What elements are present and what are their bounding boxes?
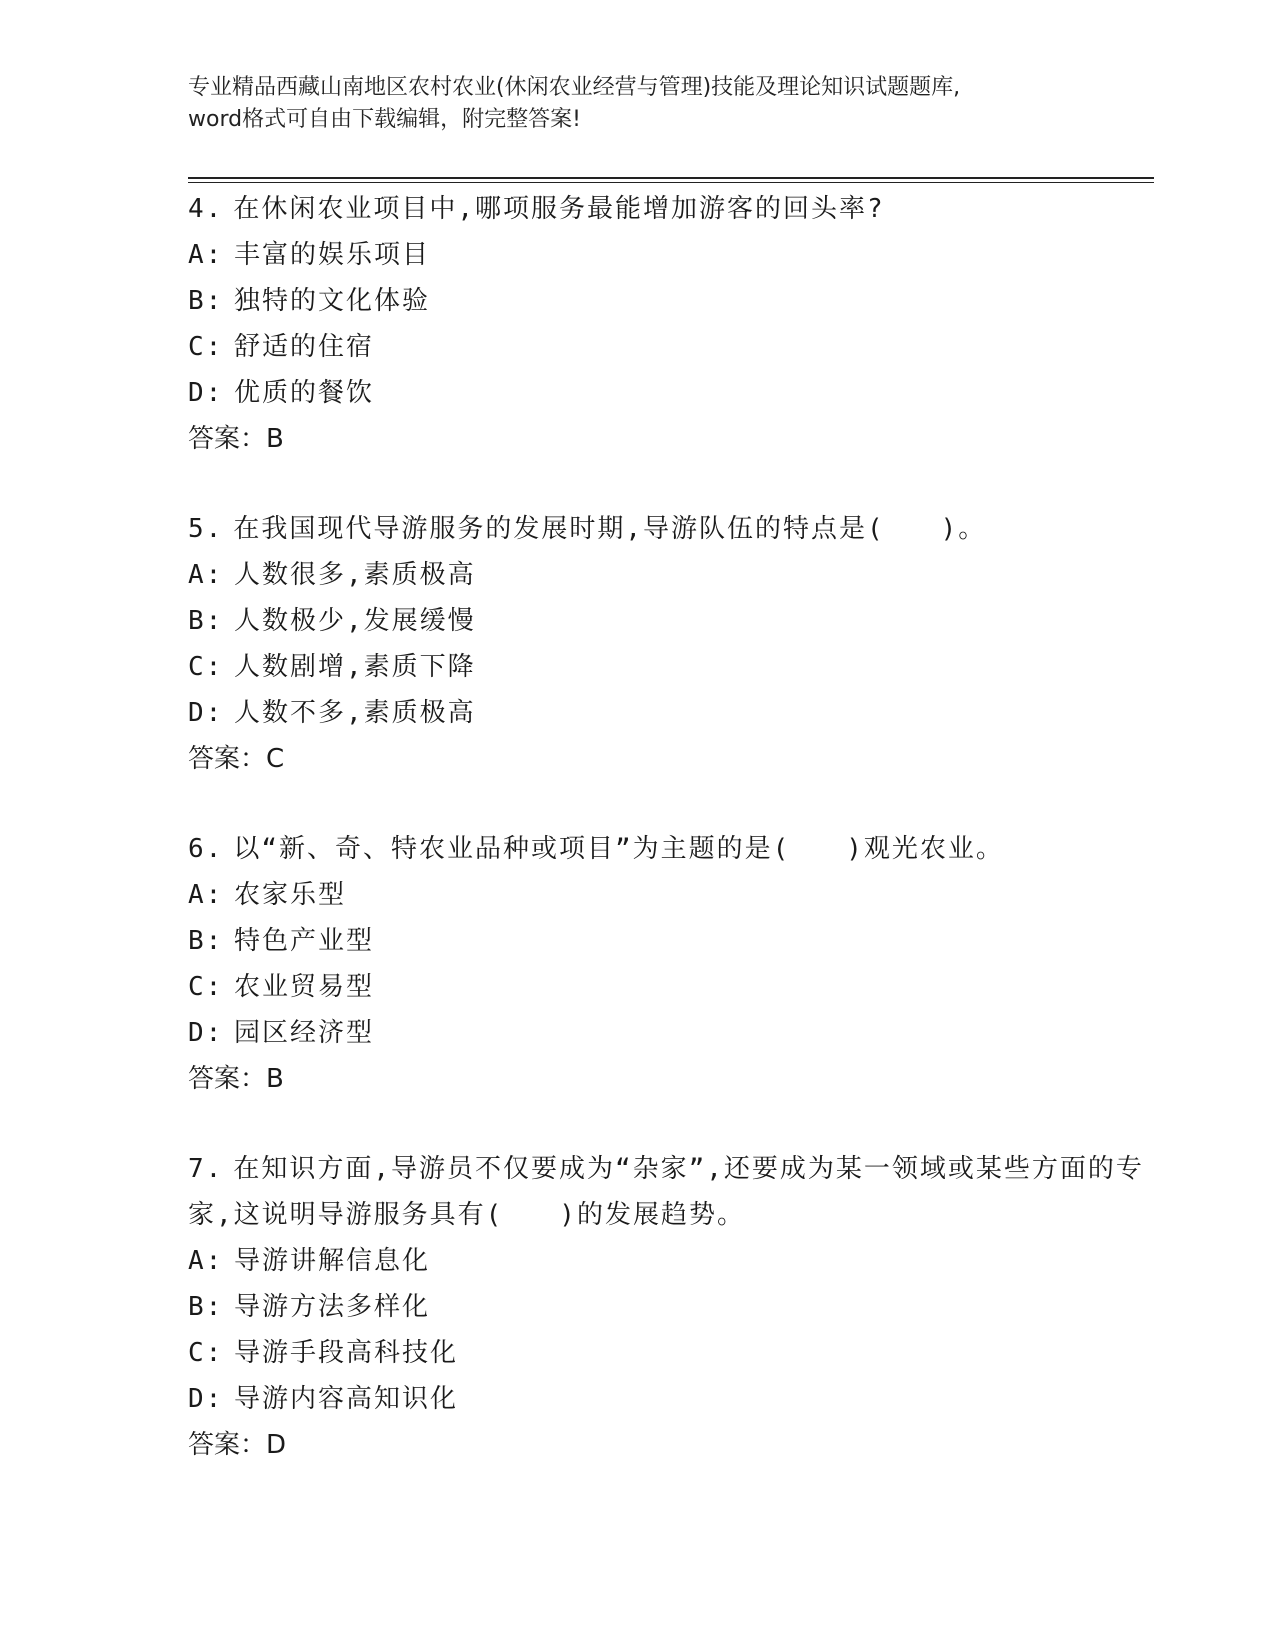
option-c [188,1330,1148,1376]
question-text: 以“新、奇、特农业品种或项目”为主题的是( )观光农业。 [233,834,1004,864]
option-text: 农业贸易型 [234,972,375,1002]
question-number: 6. [188,834,224,864]
option-key: B: [188,926,224,956]
option-key: D: [188,1384,224,1414]
option-a [188,1238,1148,1284]
option-text: 特色产业型 [234,926,375,956]
option-key: C: [188,652,224,682]
option-key: A: [188,1246,224,1276]
option-key: C: [188,332,224,362]
option-d [188,690,1148,736]
question-stem [188,186,1148,232]
option-text: 优质的餐饮 [234,378,375,408]
option-c [188,964,1148,1010]
option-d [188,1376,1148,1422]
question-stem [188,826,1148,872]
question-6 [188,826,1148,1102]
document-header [188,72,1088,136]
option-key: A: [188,240,224,270]
header-line-2: word格式可自由下载编辑，附完整答案! [188,107,581,132]
option-key: D: [188,1018,224,1048]
option-key: D: [188,698,224,728]
option-text: 人数剧增,素质下降 [234,652,476,682]
header-divider-thick [188,177,1154,179]
option-text: 独特的文化体验 [234,286,431,316]
option-key: B: [188,606,224,636]
option-key: A: [188,880,224,910]
question-stem [188,506,1148,552]
option-text: 人数极少,发展缓慢 [234,606,476,636]
option-key: A: [188,560,224,590]
option-text: 导游讲解信息化 [234,1246,431,1276]
option-text: 园区经济型 [234,1018,375,1048]
question-number: 7. [188,1154,224,1184]
header-line-1: 专业精品西藏山南地区农村农业(休闲农业经营与管理)技能及理论知识试题题库, [188,75,961,100]
question-5 [188,506,1148,782]
option-text: 人数不多,素质极高 [234,698,476,728]
option-b [188,278,1148,324]
question-list [188,186,1148,1512]
option-text: 舒适的住宿 [234,332,375,362]
header-divider-thin [188,182,1154,183]
option-text: 导游内容高知识化 [234,1384,459,1414]
answer-line: 答案：B [188,424,284,454]
option-c [188,324,1148,370]
option-text: 导游方法多样化 [234,1292,431,1322]
option-text: 丰富的娱乐项目 [234,240,431,270]
option-key: C: [188,972,224,1002]
question-4 [188,186,1148,462]
question-text: 在休闲农业项目中,哪项服务最能增加游客的回头率? [233,194,885,224]
answer-line: 答案：C [188,744,285,774]
option-b [188,598,1148,644]
option-text: 导游手段高科技化 [234,1338,459,1368]
option-d [188,370,1148,416]
option-a [188,872,1148,918]
question-number: 4. [188,194,224,224]
question-7 [188,1146,1148,1468]
question-stem [188,1146,1148,1238]
option-key: B: [188,1292,224,1322]
answer-line: 答案：D [188,1430,287,1460]
option-text: 农家乐型 [234,880,347,910]
question-text: 在我国现代导游服务的发展时期,导游队伍的特点是( )。 [233,514,987,544]
option-b [188,1284,1148,1330]
option-key: C: [188,1338,224,1368]
question-text: 在知识方面,导游员不仅要成为“杂家”,还要成为某一领域或某些方面的专家,这说明导游服务具有( )的发展趋势。 [188,1154,1144,1230]
question-number: 5. [188,514,224,544]
option-a [188,552,1148,598]
option-key: D: [188,378,224,408]
answer-line: 答案：B [188,1064,284,1094]
option-a [188,232,1148,278]
option-d [188,1010,1148,1056]
option-key: B: [188,286,224,316]
option-b [188,918,1148,964]
option-c [188,644,1148,690]
option-text: 人数很多,素质极高 [234,560,476,590]
